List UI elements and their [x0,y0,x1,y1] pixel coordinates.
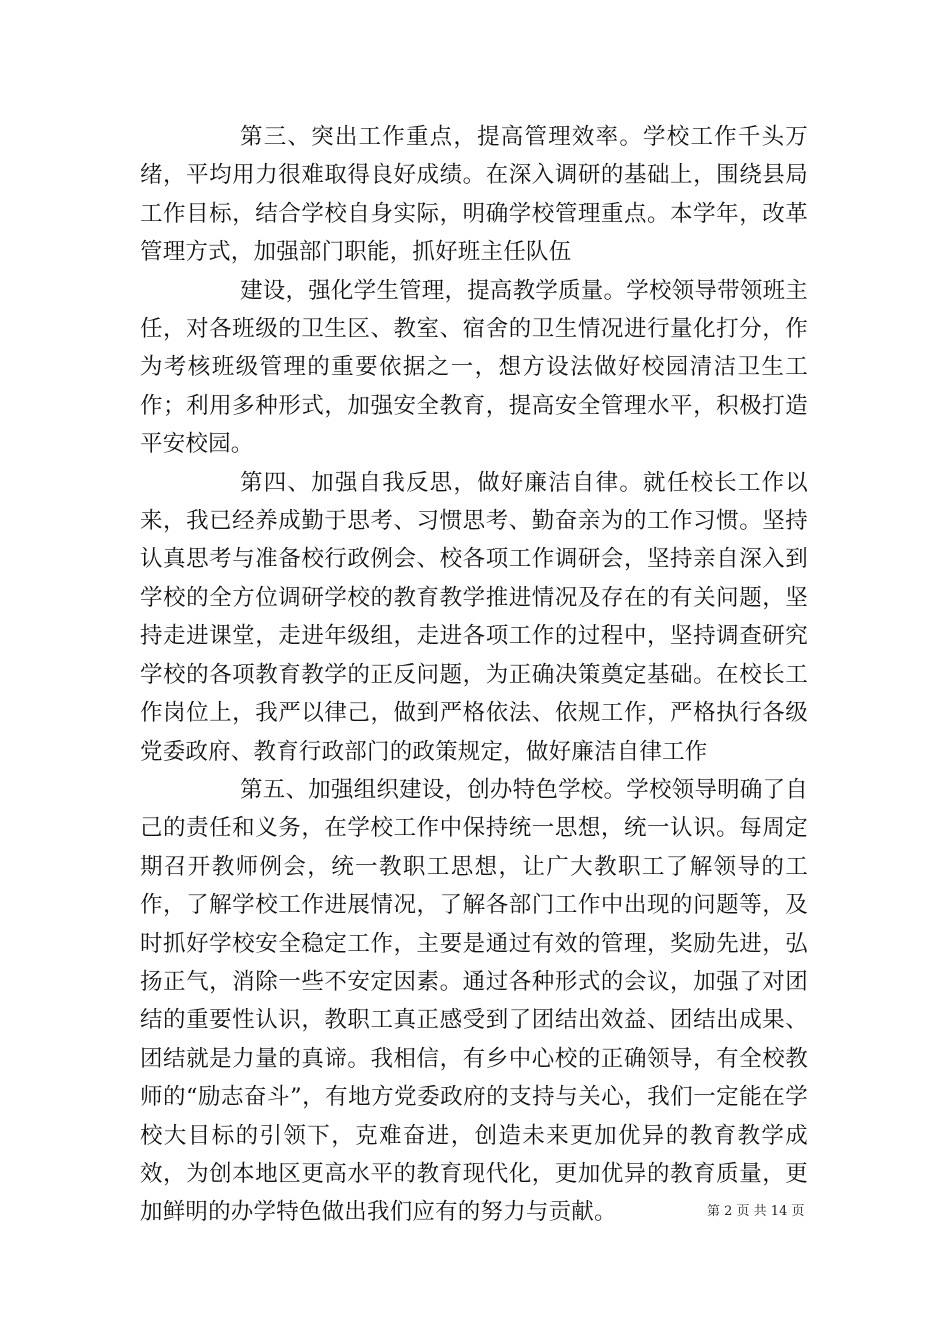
page-number-footer: 第 2 页 共 14 页 [707,1204,805,1219]
paragraph-student-management: 建设，强化学生管理，提高教学质量。学校领导带领班主任，对各班级的卫生区、教室、宿舍的卫生情况进行量化打分，作为考核班级管理的重要依据之一，想方设法做好校园清洁卫生工作；利用多种形式，加强安全教育，提高安全管理水平，积极打造平安校园。 [140,277,808,458]
paragraph-third-point: 第三、突出工作重点，提高管理效率。学校工作千头万绪，平均用力很难取得良好成绩。在深入调研的基础上，围绕县局工作目标，结合学校自身实际，明确学校管理重点。本学年，改革管理方式，加强部门职能，抓好班主任队伍 [140,124,808,266]
paragraph-fourth-point: 第四、加强自我反思，做好廉洁自律。就任校长工作以来，我已经养成勤于思考、习惯思考、勤奋亲为的工作习惯。坚持认真思考与准备校行政例会、校各项工作调研会，坚持亲自深入到学校的全方位调研学校的教育教学推进情况及存在的有关问题，坚持走进课堂，走进年级组，走进各项工作的过程中，坚持调查研究学校的各项教育教学的正反问题，为正确决策奠定基础。在校长工作岗位上，我严以律己，做到严格依法、依规工作，严格执行各级党委政府、教育行政部门的政策规定，做好廉洁自律工作 [140,469,808,765]
document-body [140,118,808,1232]
paragraph-fifth-point: 第五、加强组织建设，创办特色学校。学校领导明确了自己的责任和义务，在学校工作中保持统一思想，统一认识。每周定期召开教师例会，统一教职工思想，让广大教职工了解领导的工作，了解学校工作进展情况，了解各部门工作中出现的问题等，及时抓好学校安全稳定工作，主要是通过有效的管理，奖励先进，弘扬正气，消除一些不安定因素。通过各种形式的会议，加强了对团结的重要性认识，教职工真正感受到了团结出效益、团结出成果、团结就是力量的真谛。我相信，有乡中心校的正确领导，有全校教师的“励志奋斗”，有地方党委政府的支持与关心，我们一定能在学校大目标的引领下，克难奋进，创造未来更加优异的教育教学成效，为创本地区更高水平的教育现代化，更加优异的教育质量，更加鲜明的办学特色做出我们应有的努力与贡献。 [140,776,808,1226]
